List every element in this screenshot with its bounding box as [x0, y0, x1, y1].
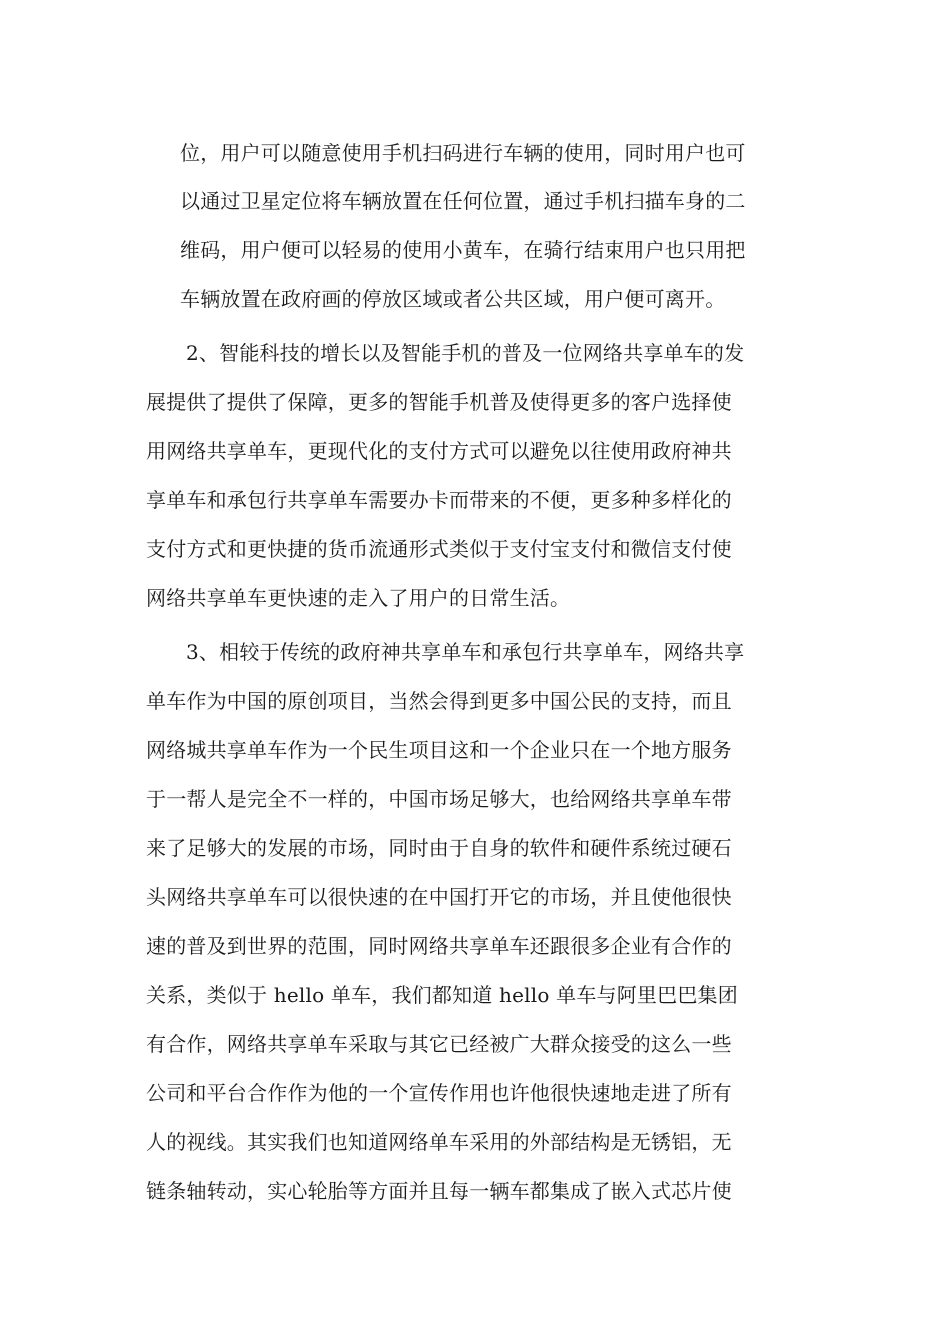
paragraph-line: 车辆放置在政府画的停放区域或者公共区域，用户便可离开。 [180, 287, 726, 311]
paragraph-line: 用网络共享单车，更现代化的支付方式可以避免以往使用政府神共 [146, 439, 732, 463]
paragraph-line: 支付方式和更快捷的货币流通形式类似于支付宝支付和微信支付使 [146, 537, 732, 561]
paragraph-line: 人的视线。其实我们也知道网络单车采用的外部结构是无锈铝，无 [146, 1130, 732, 1154]
paragraph-line: 维码，用户便可以轻易的使用小黄车，在骑行结束用户也只用把 [180, 238, 746, 262]
paragraph-line: 关系，类似于 hello 单车，我们都知道 hello 单车与阿里巴巴集团 [146, 983, 738, 1007]
paragraph-line: 享单车和承包行共享单车需要办卡而带来的不便，更多种多样化的 [146, 488, 732, 512]
paragraph-line: 于一帮人是完全不一样的，中国市场足够大，也给网络共享单车带 [146, 787, 732, 811]
paragraph-line: 以通过卫星定位将车辆放置在任何位置，通过手机扫描车身的二 [180, 189, 746, 213]
paragraph-line: 3、相较于传统的政府神共享单车和承包行共享单车，网络共享 [186, 640, 745, 664]
paragraph-line: 2、智能科技的增长以及智能手机的普及一位网络共享单车的发 [186, 341, 745, 365]
paragraph-line: 公司和平台合作作为他的一个宣传作用也许他很快速地走进了所有 [146, 1081, 732, 1105]
paragraph-line: 网络共享单车更快速的走入了用户的日常生活。 [146, 586, 571, 610]
paragraph-line: 单车作为中国的原创项目，当然会得到更多中国公民的支持，而且 [146, 689, 732, 713]
paragraph-line: 网络城共享单车作为一个民生项目这和一个企业只在一个地方服务 [146, 738, 732, 762]
paragraph-line: 展提供了提供了保障，更多的智能手机普及使得更多的客户选择使 [146, 390, 732, 414]
paragraph-line: 位，用户可以随意使用手机扫码进行车辆的使用，同时用户也可 [180, 141, 746, 165]
paragraph-line: 链条轴转动，实心轮胎等方面并且每一辆车都集成了嵌入式芯片使 [146, 1179, 732, 1203]
paragraph-line: 有合作，网络共享单车采取与其它已经被广大群众接受的这么一些 [146, 1032, 732, 1056]
paragraph-line: 头网络共享单车可以很快速的在中国打开它的市场，并且使他很快 [146, 885, 732, 909]
paragraph-line: 来了足够大的发展的市场，同时由于自身的软件和硬件系统过硬石 [146, 836, 732, 860]
paragraph-line: 速的普及到世界的范围，同时网络共享单车还跟很多企业有合作的 [146, 934, 732, 958]
